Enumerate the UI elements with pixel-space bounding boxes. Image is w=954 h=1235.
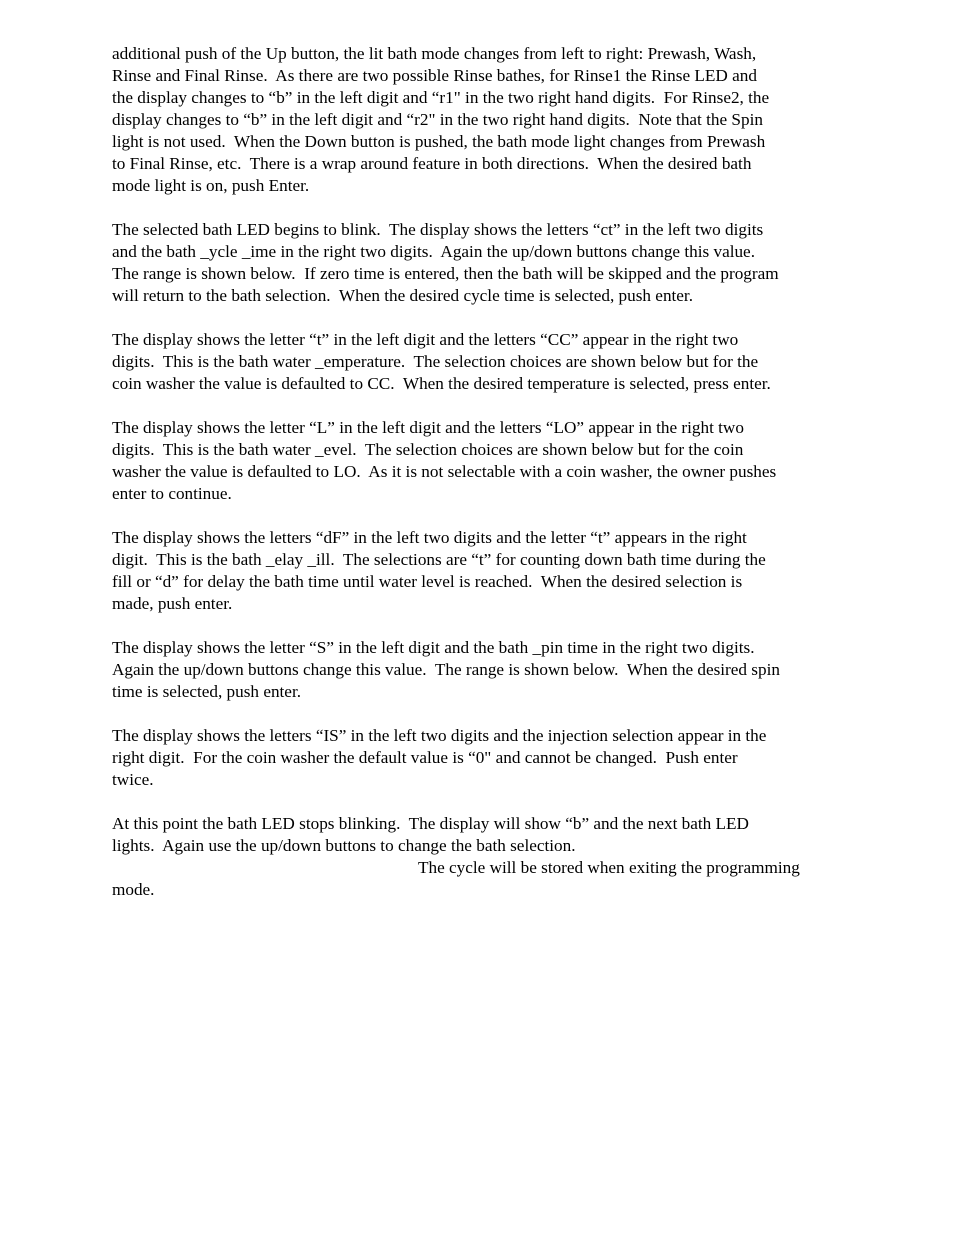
text-line: The display shows the letter “L” in the left digit and the letters “LO” appear in the right two [112,418,744,437]
paragraph-bath-led-stops [112,813,852,901]
text-line: The selected bath LED begins to blink. The display shows the letters “ct” in the left two digits [112,220,764,239]
document-body [112,43,852,901]
paragraph-spacer [112,307,852,329]
text-line: will return to the bath selection. When the desired cycle time is selected, push enter. [112,286,694,305]
paragraph-spacer [112,615,852,637]
text-line-indented: The cycle will be stored when exiting the programming [418,858,800,877]
paragraph-delay-fill [112,527,852,615]
text-line: Again the up/down buttons change this value. The range is shown below. When the desired spin [112,660,780,679]
text-line: the display changes to “b” in the left digit and “r1" in the two right hand digits. For Rinse2, the [112,88,770,107]
paragraph-spin-time [112,637,852,703]
paragraph-spacer [112,197,852,219]
text-line: display changes to “b” in the left digit and “r2" in the two right hand digits. Note that the Spin [112,110,763,129]
text-line: fill or “d” for delay the bath time until water level is reached. When the desired selection is [112,572,743,591]
text-line: Rinse and Final Rinse. As there are two possible Rinse bathes, for Rinse1 the Rinse LED and [112,66,757,85]
text-line: coin washer the value is defaulted to CC. When the desired temperature is selected, press enter. [112,374,771,393]
text-line: washer the value is defaulted to LO. As it is not selectable with a coin washer, the owner pushes [112,462,777,481]
text-line: The display shows the letter “S” in the left digit and the bath _pin time in the right two digits. [112,638,755,657]
paragraph-water-level [112,417,852,505]
text-line: digits. This is the bath water _emperature. The selection choices are shown below but for the [112,352,759,371]
text-line: The display shows the letter “t” in the left digit and the letters “CC” appear in the right two [112,330,739,349]
text-line: mode light is on, push Enter. [112,176,310,195]
text-line: At this point the bath LED stops blinking. The display will show “b” and the next bath LED [112,814,749,833]
text-line: and the bath _ycle _ime in the right two digits. Again the up/down buttons change this value. [112,242,755,261]
text-line: enter to continue. [112,484,232,503]
text-line: digits. This is the bath water _evel. The selection choices are shown below but for the coin [112,440,744,459]
paragraph-water-temperature [112,329,852,395]
text-line: The display shows the letters “IS” in the left two digits and the injection selection appear in the [112,726,767,745]
text-line: right digit. For the coin washer the default value is “0" and cannot be changed. Push enter [112,748,738,767]
text-line: twice. [112,770,154,789]
text-line: lights. Again use the up/down buttons to change the bath selection. [112,836,576,855]
paragraph-bath-mode-selection [112,43,852,197]
text-line: to Final Rinse, etc. There is a wrap around feature in both directions. When the desired bath [112,154,752,173]
text-line: time is selected, push enter. [112,682,302,701]
text-line: mode. [112,880,155,899]
paragraph-cycle-time [112,219,852,307]
text-line: additional push of the Up button, the lit bath mode changes from left to right: Prewash, Wash, [112,44,757,63]
text-line: The range is shown below. If zero time is entered, then the bath will be skipped and the program [112,264,779,283]
text-line: light is not used. When the Down button is pushed, the bath mode light changes from Prewash [112,132,766,151]
text-line: made, push enter. [112,594,233,613]
paragraph-spacer [112,395,852,417]
text-line: digit. This is the bath _elay _ill. The selections are “t” for counting down bath time during the [112,550,766,569]
paragraph-spacer [112,703,852,725]
paragraph-injection-selection [112,725,852,791]
paragraph-spacer [112,505,852,527]
paragraph-spacer [112,791,852,813]
text-line: The display shows the letters “dF” in the left two digits and the letter “t” appears in the right [112,528,747,547]
